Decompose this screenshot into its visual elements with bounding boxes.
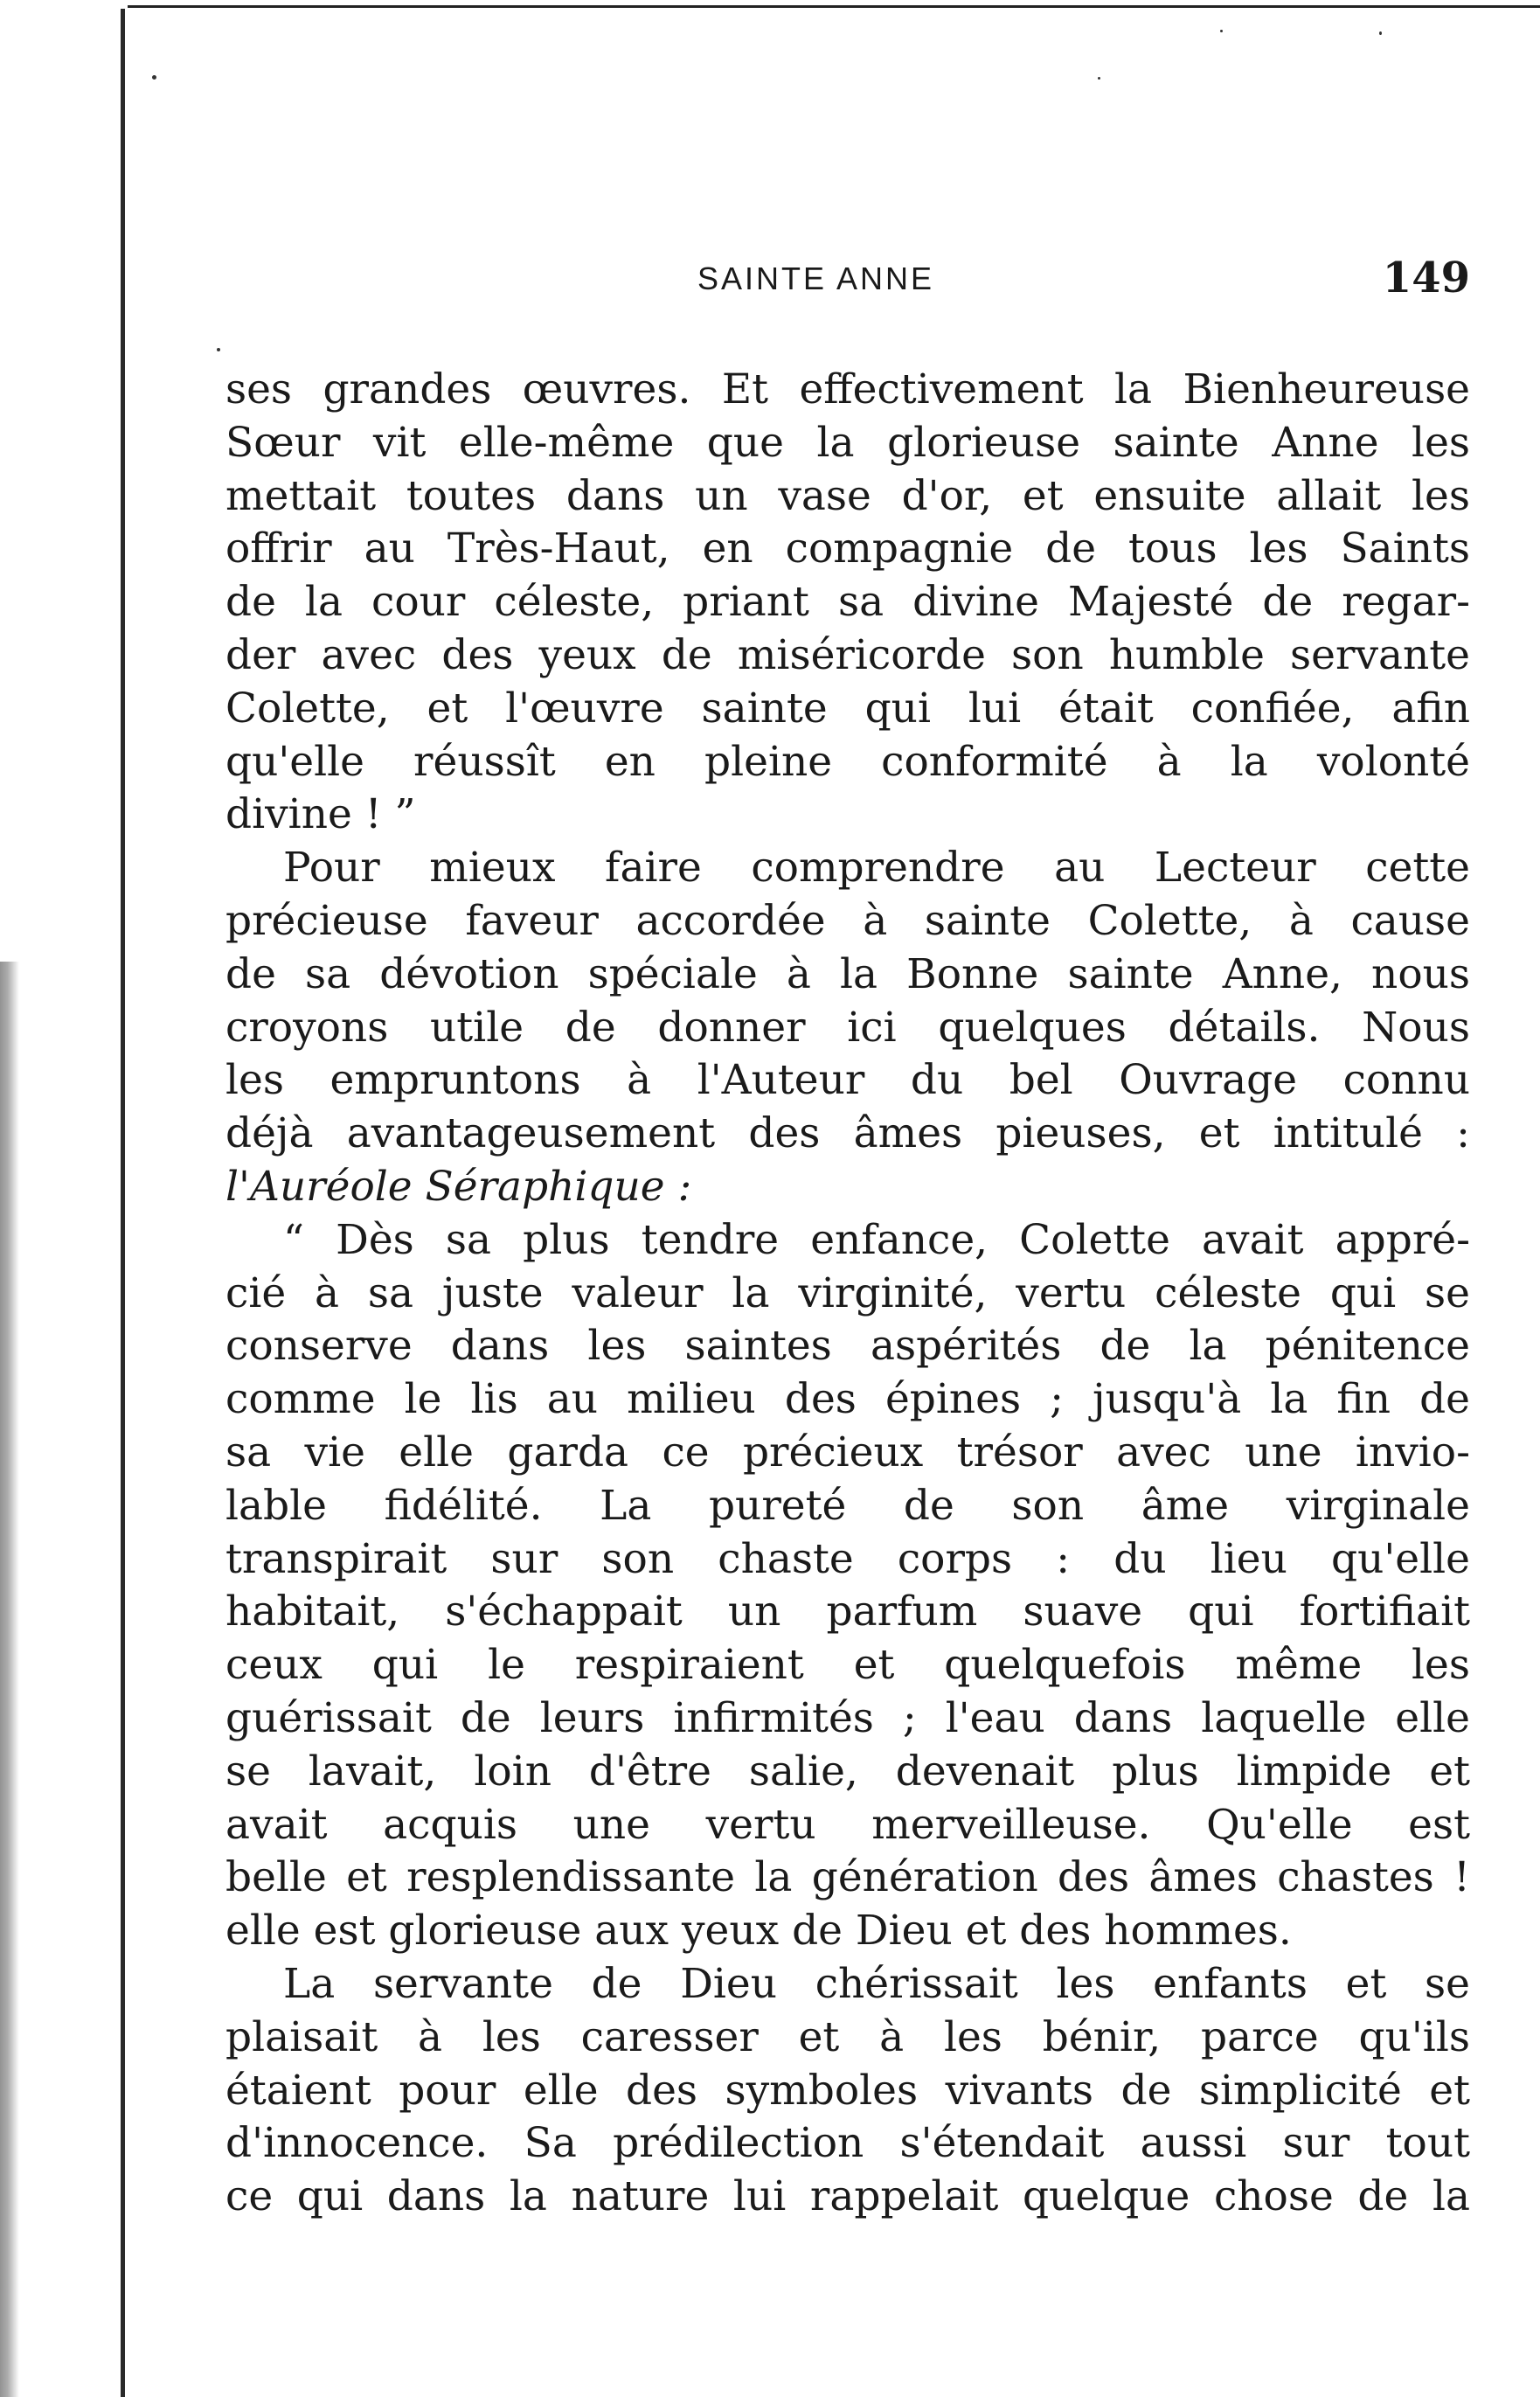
text-line: comme le lis au milieu des épines ; jusqu'à la fin de xyxy=(225,1375,1470,1424)
text-line: plaisait à les caresser et à les bénir, parce qu'ils xyxy=(225,2012,1470,2061)
text-line: transpirait sur son chaste corps : du lieu qu'elle xyxy=(225,1534,1470,1583)
text-line: ceux qui le respiraient et quelquefois même les xyxy=(225,1641,1470,1690)
scan-speck xyxy=(1098,77,1100,80)
text-line: l'Auréole Séraphique : xyxy=(225,1162,692,1211)
text-line: conserve dans les saintes aspérités de la pénitence xyxy=(225,1322,1470,1371)
text-line: belle et resplendissante la génération des âmes chastes ! xyxy=(225,1853,1470,1902)
text-line: se lavait, loin d'être salie, devenait plus limpide et xyxy=(225,1747,1470,1796)
text-line: Pour mieux faire comprendre au Lecteur cette xyxy=(283,844,1470,893)
scan-speck xyxy=(152,75,156,80)
text-line: lable fidélité. La pureté de son âme virginale xyxy=(225,1481,1470,1530)
text-line: précieuse faveur accordée à sainte Colette, à cause xyxy=(225,896,1470,945)
text-line: les empruntons à l'Auteur du bel Ouvrage connu xyxy=(225,1056,1470,1105)
page-number: 149 xyxy=(1382,254,1470,302)
scan-speck xyxy=(1379,31,1382,35)
top-rule xyxy=(128,5,1540,8)
body-text xyxy=(225,364,1470,2224)
text-line: de sa dévotion spéciale à la Bonne sainte Anne, nous xyxy=(225,949,1470,998)
binding-shadow xyxy=(0,962,19,2397)
text-line: d'innocence. Sa prédilection s'étendait aussi sur tout xyxy=(225,2119,1470,2168)
running-title: SAINTE ANNE xyxy=(697,261,935,296)
text-line: étaient pour elle des symboles vivants de simplicité et xyxy=(225,2066,1470,2115)
text-line: ce qui dans la nature lui rappelait quelque chose de la xyxy=(225,2172,1470,2221)
text-line: habitait, s'échappait un parfum suave qui fortifiait xyxy=(225,1588,1470,1636)
text-line: divine ! ” xyxy=(225,790,416,839)
scan-speck xyxy=(1220,30,1223,32)
text-line: qu'elle réussît en pleine conformité à la volonté xyxy=(225,737,1470,786)
text-line: de la cour céleste, priant sa divine Majesté de regar- xyxy=(225,578,1470,627)
scan-speck xyxy=(217,348,220,351)
text-line: offrir au Très-Haut, en compagnie de tous les Saints xyxy=(225,525,1470,573)
text-line: guérissait de leurs infirmités ; l'eau dans laquelle elle xyxy=(225,1693,1470,1742)
text-line: La servante de Dieu chérissait les enfants et se xyxy=(283,1959,1470,2008)
text-line: mettait toutes dans un vase d'or, et ensuite allait les xyxy=(225,471,1470,520)
text-line: avait acquis une vertu merveilleuse. Qu'elle est xyxy=(225,1800,1470,1849)
binding-edge-line xyxy=(121,9,125,2397)
text-line: elle est glorieuse aux yeux de Dieu et des hommes. xyxy=(225,1907,1292,1956)
text-line: croyons utile de donner ici quelques détails. Nous xyxy=(225,1003,1470,1052)
text-line: déjà avantageusement des âmes pieuses, et intitulé : xyxy=(225,1109,1470,1158)
text-line: der avec des yeux de miséricorde son humble servante xyxy=(225,630,1470,679)
text-line: ses grandes œuvres. Et effectivement la Bienheureuse xyxy=(225,365,1470,413)
text-line: sa vie elle garda ce précieux trésor avec une invio- xyxy=(225,1428,1470,1476)
page-header xyxy=(225,254,1470,309)
text-line: Colette, et l'œuvre sainte qui lui était confiée, afin xyxy=(225,684,1470,733)
text-line: Sœur vit elle-même que la glorieuse sainte Anne les xyxy=(225,418,1470,467)
text-line: “ Dès sa plus tendre enfance, Colette avait appré- xyxy=(283,1215,1470,1264)
text-line: cié à sa juste valeur la virginité, vertu céleste qui se xyxy=(225,1268,1470,1317)
